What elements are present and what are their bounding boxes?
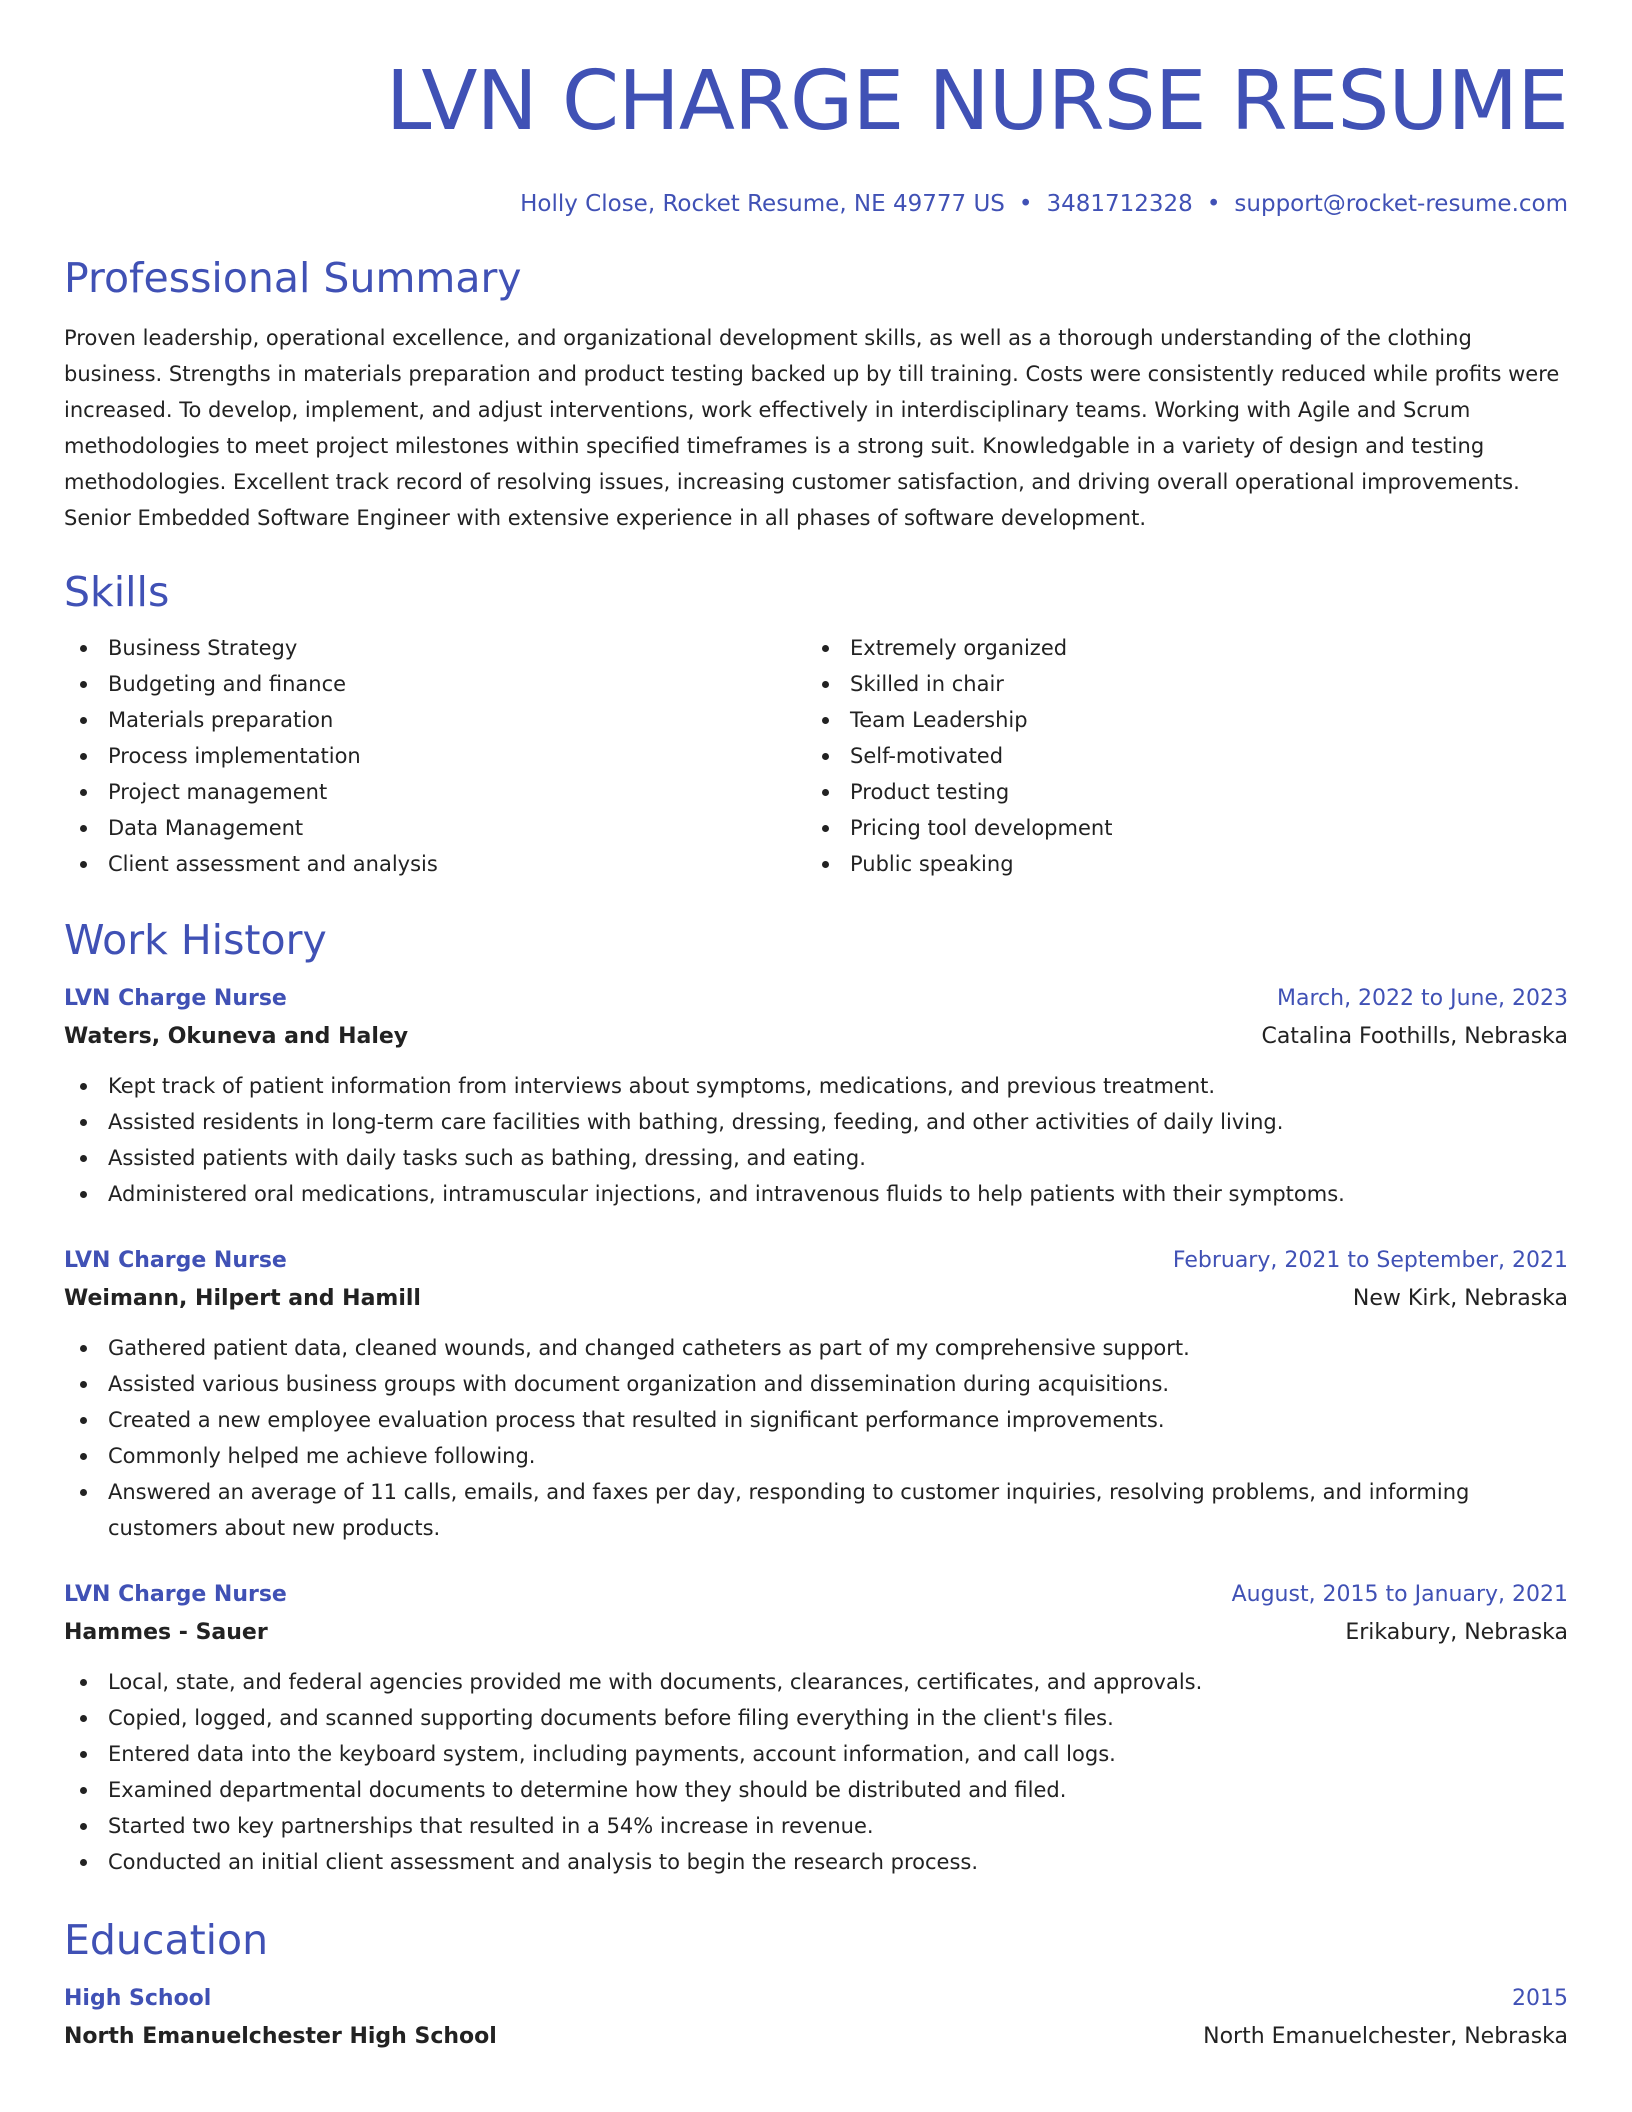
skills-columns <box>64 630 1568 882</box>
skill-item: Pricing tool development <box>806 810 1548 846</box>
job-title: LVN Charge Nurse <box>64 986 287 1011</box>
job-duties <box>64 1330 1568 1546</box>
skill-item: Skilled in chair <box>806 666 1548 702</box>
job-duty: Commonly helped me achieve following. <box>64 1438 1568 1474</box>
job-entry <box>64 1576 1568 1880</box>
job-entry <box>64 1242 1568 1546</box>
skill-item: Public speaking <box>806 846 1548 882</box>
education-school-row <box>64 2018 1568 2056</box>
skill-item: Client assessment and analysis <box>64 846 806 882</box>
job-entry <box>64 980 1568 1212</box>
job-duty: Assisted patients with daily tasks such as bathing, dressing, and eating. <box>64 1140 1568 1176</box>
job-company: Waters, Okuneva and Haley <box>64 1024 409 1049</box>
job-duty: Gathered patient data, cleaned wounds, and changed catheters as part of my comprehensive support. <box>64 1330 1568 1366</box>
job-dates: August, 2015 to January, 2021 <box>1231 1582 1568 1607</box>
job-company-row <box>64 1018 1568 1056</box>
skill-item: Materials preparation <box>64 702 806 738</box>
education-year: 2015 <box>1512 1986 1568 2011</box>
contact-separator: • <box>1206 191 1221 217</box>
job-company: Hammes - Sauer <box>64 1620 268 1645</box>
job-dates: February, 2021 to September, 2021 <box>1172 1248 1568 1273</box>
job-title: LVN Charge Nurse <box>64 1248 287 1273</box>
skill-item: Product testing <box>806 774 1548 810</box>
skill-item: Budgeting and finance <box>64 666 806 702</box>
job-duty: Assisted various business groups with document organization and dissemination during acquisitions. <box>64 1366 1568 1402</box>
contact-email: support@rocket-resume.com <box>1234 191 1568 217</box>
education-heading: Education <box>64 1916 269 1964</box>
job-duty: Entered data into the keyboard system, including payments, account information, and call logs. <box>64 1736 1568 1772</box>
job-duty: Assisted residents in long-term care facilities with bathing, dressing, feeding, and other activities of daily living. <box>64 1104 1568 1140</box>
contact-address: Holly Close, Rocket Resume, NE 49777 US <box>520 191 1005 217</box>
education-header-row <box>64 1980 1568 2018</box>
job-duty: Created a new employee evaluation process that resulted in significant performance improvements. <box>64 1402 1568 1438</box>
summary-text: Proven leadership, operational excellence, and organizational development skills, as well as a thorough understanding of the clothing business. Strengths in materials preparation and product testing backed up by till training. Costs were consistently reduced while profits were increased. To develop, implement, and adjust interventions, work effectively in interdisciplinary teams. Working with Agile and Scrum methodologies to meet project milestones within specified timeframes is a strong suit. Knowledgable in a variety of design and testing methodologies. Excellent track record of resolving issues, increasing customer satisfaction, and driving overall operational improvements. Senior Embedded Software Engineer with extensive experience in all phases of software development. <box>64 326 1560 530</box>
job-header-row <box>64 980 1568 1018</box>
job-duty: Answered an average of 11 calls, emails, and faxes per day, responding to customer inquiries, resolving problems, and informing customers about new products. <box>64 1474 1568 1546</box>
job-duty: Local, state, and federal agencies provided me with documents, clearances, certificates, and approvals. <box>64 1664 1568 1700</box>
job-duty: Administered oral medications, intramuscular injections, and intravenous fluids to help patients with their symptoms. <box>64 1176 1568 1212</box>
job-location: Catalina Foothills, Nebraska <box>1261 1024 1568 1049</box>
education-entry <box>64 1980 1568 2056</box>
job-duty: Copied, logged, and scanned supporting documents before filing everything in the client's files. <box>64 1700 1568 1736</box>
skill-item: Team Leadership <box>806 702 1548 738</box>
skill-item: Process implementation <box>64 738 806 774</box>
job-company: Weimann, Hilpert and Hamill <box>64 1286 421 1311</box>
skill-item: Extremely organized <box>806 630 1548 666</box>
skills-heading: Skills <box>64 568 170 616</box>
job-header-row <box>64 1576 1568 1614</box>
job-title: LVN Charge Nurse <box>64 1582 287 1607</box>
skill-item: Self-motivated <box>806 738 1548 774</box>
job-duty: Examined departmental documents to determine how they should be distributed and filed. <box>64 1772 1568 1808</box>
job-duties <box>64 1068 1568 1212</box>
job-company-row <box>64 1614 1568 1652</box>
skills-left-column <box>64 630 806 882</box>
job-duty: Started two key partnerships that resulted in a 54% increase in revenue. <box>64 1808 1568 1844</box>
job-duty: Kept track of patient information from interviews about symptoms, medications, and previous treatment. <box>64 1068 1568 1104</box>
job-header-row <box>64 1242 1568 1280</box>
education-school: North Emanuelchester High School <box>64 2024 497 2049</box>
contact-phone: 3481712328 <box>1046 191 1193 217</box>
summary-heading: Professional Summary <box>64 254 522 302</box>
work-history-heading: Work History <box>64 916 327 964</box>
skills-right-column <box>806 630 1548 882</box>
contact-line <box>64 188 1568 220</box>
job-duty: Conducted an initial client assessment and analysis to begin the research process. <box>64 1844 1568 1880</box>
job-duties <box>64 1664 1568 1880</box>
job-company-row <box>64 1280 1568 1318</box>
education-location: North Emanuelchester, Nebraska <box>1203 2024 1568 2049</box>
job-location: Erikabury, Nebraska <box>1345 1620 1568 1645</box>
job-location: New Kirk, Nebraska <box>1352 1286 1568 1311</box>
contact-separator: • <box>1018 191 1033 217</box>
skill-item: Business Strategy <box>64 630 806 666</box>
skill-item: Data Management <box>64 810 806 846</box>
resume-title: LVN CHARGE NURSE RESUME <box>385 54 1568 149</box>
resume-page <box>64 0 1568 2056</box>
skill-item: Project management <box>64 774 806 810</box>
education-degree: High School <box>64 1986 212 2011</box>
job-dates: March, 2022 to June, 2023 <box>1277 986 1568 1011</box>
